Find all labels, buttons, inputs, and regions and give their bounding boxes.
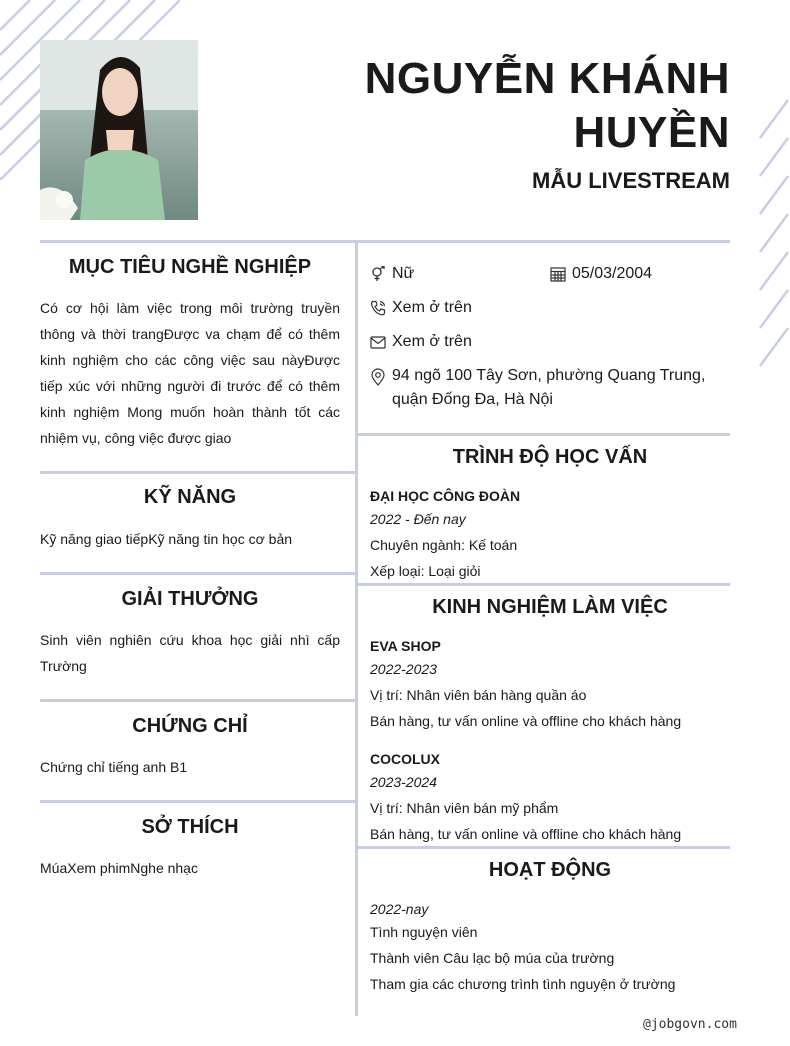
objective-text: Có cơ hội làm việc trong môi trường truyền thông và thời trangĐược va chạm để có thêm kinh nghiệm cho các công việc sau nàyĐược tiếp xúc với những người đi trước để có thêm kinh nghiệm Mong muốn hoàn thành tốt các nhiệm vụ, công việc được giao (40, 300, 340, 446)
birthday-row (550, 262, 652, 286)
hobbies-title: SỞ THÍCH (141, 816, 239, 838)
candidate-name (300, 52, 730, 160)
experience-desc: Bán hàng, tư vấn online và offline cho khách hàng (370, 826, 682, 842)
calendar-icon (550, 262, 572, 286)
name-line-2: HUYỀN (573, 108, 730, 157)
hobbies-text: MúaXem phimNghe nhạc (40, 860, 198, 876)
email-row (370, 330, 472, 354)
column-divider (355, 240, 358, 1016)
awards-title: GIẢI THƯỞNG (121, 588, 259, 610)
certificates-text: Chứng chỉ tiếng anh B1 (40, 759, 188, 775)
skills-text: Kỹ năng giao tiếpKỹ năng tin học cơ bản (40, 531, 293, 547)
experience-role: Vị trí: Nhân viên bán hàng quần áo (370, 687, 587, 703)
divider (40, 699, 355, 702)
company-name: COCOLUX (370, 751, 440, 767)
phone-value: Xem ở trên (392, 299, 472, 316)
decorative-stripes-right (758, 98, 790, 368)
experience-desc: Bán hàng, tư vấn online và offline cho khách hàng (370, 713, 682, 729)
email-icon (370, 330, 392, 354)
education-major: Chuyên ngành: Kế toán (370, 537, 518, 553)
experience-entry (370, 633, 730, 734)
school-name: ĐẠI HỌC CÔNG ĐOÀN (370, 488, 521, 504)
divider (40, 800, 355, 803)
experience-role: Vị trí: Nhân viên bán mỹ phẩm (370, 800, 559, 816)
activities-line-1: Thành viên Câu lạc bộ múa của trường (370, 950, 615, 966)
divider (40, 240, 730, 243)
activities-entry (370, 896, 730, 997)
location-icon (370, 364, 392, 412)
divider (40, 572, 355, 575)
objective-title: MỤC TIÊU NGHỀ NGHIỆP (68, 256, 312, 278)
profile-photo (40, 40, 198, 220)
awards-text: Sinh viên nghiên cứu khoa học giải nhì cấp Trường (40, 632, 340, 674)
phone-icon (370, 296, 392, 320)
address-line-1: 94 ngõ 100 Tây Sơn, phường Quang Trung, (392, 367, 706, 384)
divider (40, 471, 355, 474)
gender-row (370, 262, 414, 286)
gender-value: Nữ (392, 265, 415, 282)
activities-line-2: Tham gia các chương trình tình nguyện ở trường (370, 976, 676, 992)
divider (358, 433, 730, 436)
certificates-title: CHỨNG CHỈ (132, 715, 248, 737)
education-grade: Xếp loại: Loại giỏi (370, 563, 481, 579)
company-name: EVA SHOP (370, 638, 441, 654)
education-title: TRÌNH ĐỘ HỌC VẤN (452, 446, 648, 468)
phone-row (370, 296, 472, 320)
experience-period: 2022-2023 (370, 661, 437, 677)
address-line-2: quận Đống Đa, Hà Nội (392, 391, 553, 408)
birthday-value: 05/03/2004 (572, 265, 653, 282)
email-value: Xem ở trên (392, 333, 472, 350)
experience-title: KINH NGHIỆM LÀM VIỆC (432, 596, 668, 618)
watermark: @jobgovn.com (643, 1017, 737, 1032)
education-period: 2022 - Đến nay (370, 511, 466, 527)
activities-period: 2022-nay (370, 901, 429, 917)
name-line-1: NGUYỄN KHÁNH (364, 54, 730, 103)
education-entry (370, 483, 730, 584)
activities-title: HOẠT ĐỘNG (488, 859, 612, 881)
job-position: MẪU LIVESTREAM (532, 168, 730, 193)
experience-entry (370, 746, 730, 847)
gender-icon (370, 262, 392, 286)
activities-role: Tình nguyện viên (370, 924, 478, 940)
address-row (370, 364, 705, 412)
skills-title: KỸ NĂNG (143, 486, 237, 508)
experience-period: 2023-2024 (370, 774, 437, 790)
